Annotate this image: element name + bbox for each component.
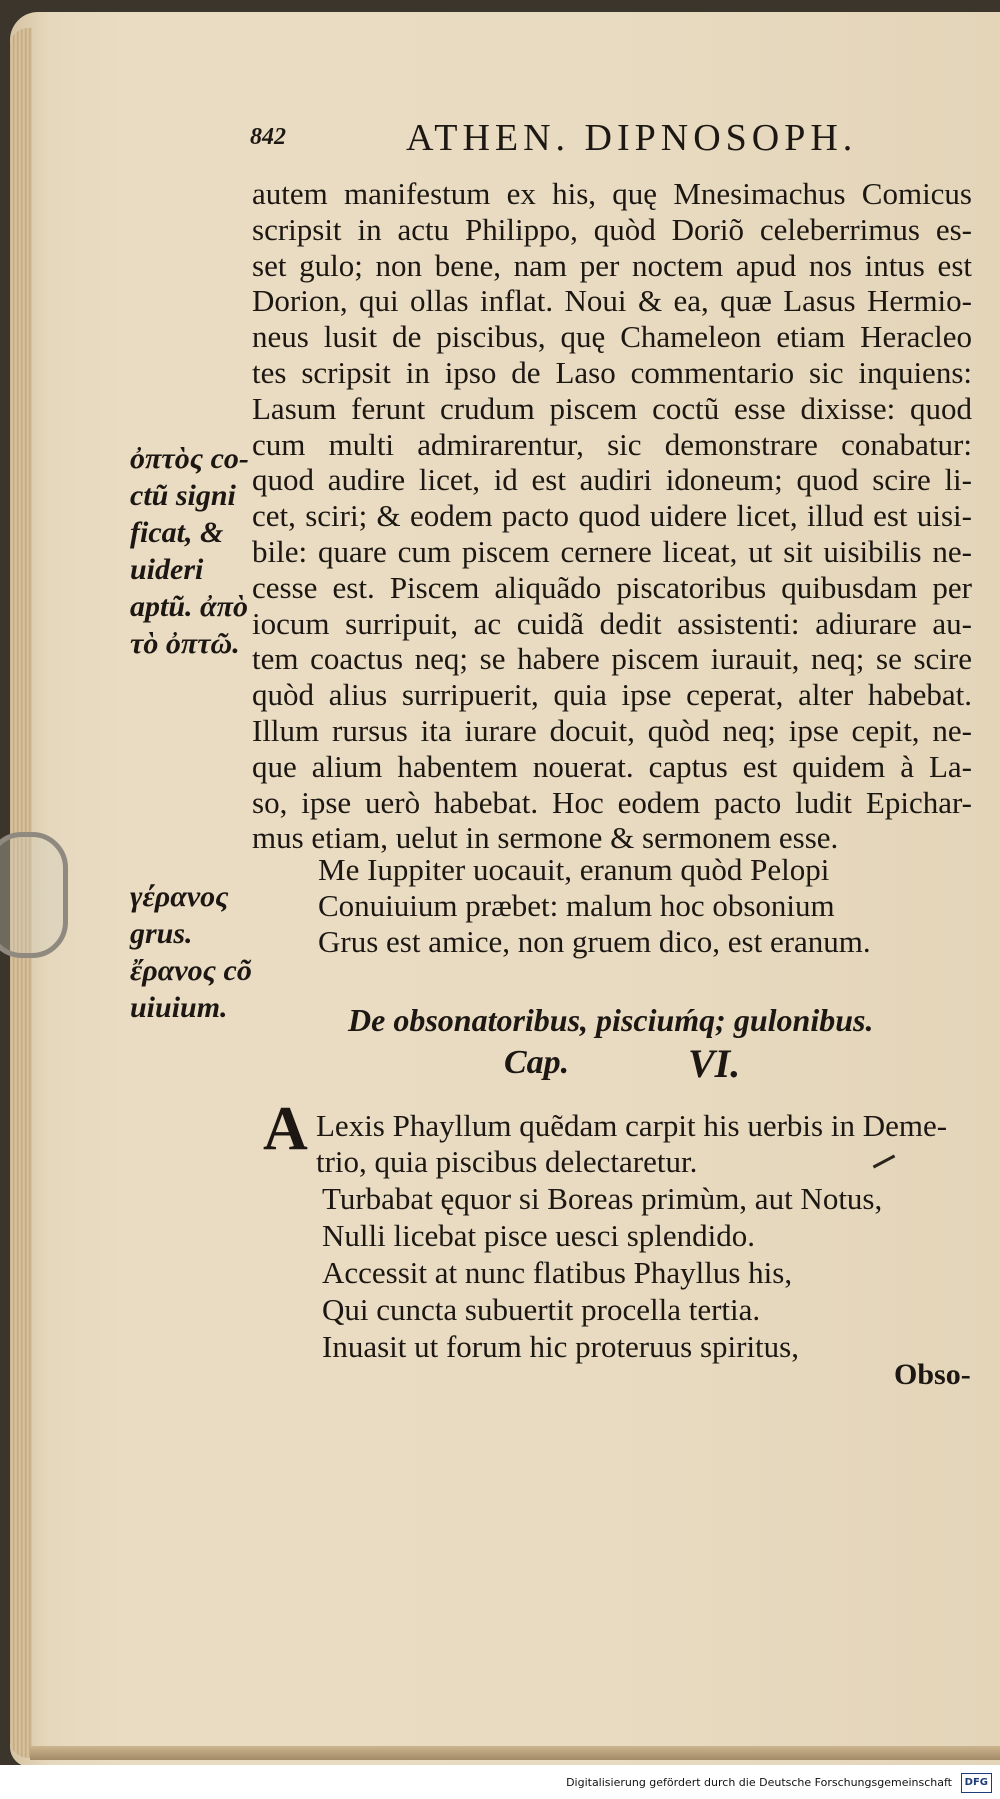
main-text-block bbox=[252, 176, 972, 856]
text-line: mus etiam, uelut in sermone & sermonem esse. bbox=[252, 820, 839, 856]
text-line: neus lusit de piscibus, quę Chameleon etiam Heracleo bbox=[252, 319, 972, 355]
text-line: autem manifestum ex his, quę Mnesimachus Comicus bbox=[252, 176, 972, 211]
footer-bar bbox=[0, 1765, 1000, 1799]
verse-line: Grus est amice, non gruem dico, est eranum. bbox=[318, 924, 871, 959]
text-line: cesse est. Piscem aliquãdo piscatoribus quibusdam per bbox=[252, 569, 972, 605]
text-line: Lasum ferunt crudum piscem coctũ esse dixisse: quod bbox=[252, 390, 972, 426]
verse-line: Accessit at nunc flatibus Phayllus his, bbox=[322, 1255, 793, 1290]
section-heading: De obsonatoribus, pisciuḿq; gulonibus. bbox=[348, 1002, 874, 1038]
text-line: tes scripsit in ipso de Laso commentario sic inquiens: bbox=[252, 354, 972, 390]
margin-note-line: ἔρανος cõ bbox=[130, 954, 252, 987]
text-line: bile: quare cum piscem cernere liceat, ut sit uisibilis ne- bbox=[252, 533, 972, 569]
text-line: tem coactus neq; se habere piscem iurauit, neq; se scire bbox=[252, 641, 972, 677]
drop-cap: A bbox=[263, 1095, 308, 1163]
text-line: que alium habentem nouerat. captus est quidem à La- bbox=[252, 748, 972, 784]
chapter-label: Cap. bbox=[504, 1044, 570, 1081]
verse-line: Nulli licebat pisce uesci splendido. bbox=[322, 1218, 756, 1253]
text-line: Lexis Phayllum quẽdam carpit his uerbis in Deme- bbox=[316, 1108, 948, 1143]
margin-note-line: uideri bbox=[130, 553, 204, 586]
book-clip bbox=[0, 832, 68, 958]
verse-line: Qui cuncta subuertit procella tertia. bbox=[322, 1292, 761, 1327]
text-line: quod audire licet, id est audiri idoneum; quod scire li- bbox=[252, 462, 972, 498]
text-line: quòd alius surripuerit, quia ipse ceperat, alter habebat. bbox=[252, 677, 972, 713]
margin-note-line: ctũ signi bbox=[130, 479, 236, 512]
page-number: 842 bbox=[250, 124, 286, 150]
text-line: set gulo; non bene, nam per noctem apud nos intus est bbox=[252, 247, 972, 283]
text-line: cet, sciri; & eodem pacto quod uidere licet, illud est uisi- bbox=[252, 498, 972, 534]
text-line: trio, quia piscibus delectaretur. bbox=[316, 1144, 698, 1179]
chapter-verse-block bbox=[322, 1180, 882, 1365]
page-bottom-edge bbox=[30, 1746, 1000, 1760]
margin-note bbox=[130, 440, 249, 662]
margin-note-line: aptũ. ἀπὸ bbox=[130, 590, 248, 623]
verse-line: Turbabat ęquor si Boreas primùm, aut Notus, bbox=[322, 1181, 883, 1216]
text-line: cum multi admirarentur, sic demonstrare conabatur: bbox=[252, 426, 972, 462]
text-line: Illum rursus ita iurare docuit, quòd neq; ipse cepit, ne- bbox=[252, 712, 972, 748]
verse-block bbox=[318, 852, 871, 960]
margin-note-line: uiuium. bbox=[130, 991, 228, 1024]
verse-line: Inuasit ut forum hic proteruus spiritus, bbox=[322, 1329, 799, 1364]
verse-line: Me Iuppiter uocauit, eranum quòd Pelopi bbox=[318, 852, 830, 887]
margin-note-line: τὸ ὀπτῶ. bbox=[130, 627, 240, 660]
text-line: scripsit in actu Philippo, quòd Doriõ celeberrimus es- bbox=[252, 211, 972, 247]
chapter-opening-text bbox=[316, 1108, 972, 1180]
verse-line: Conuiuium præbet: malum hoc obsonium bbox=[318, 888, 835, 923]
dfg-logo: DFG bbox=[961, 1773, 992, 1793]
margin-note bbox=[130, 878, 252, 1026]
margin-note-line: γέρανος bbox=[130, 880, 229, 913]
text-line: iocum surripuit, ac cuidã dedit assistenti: adiurare au- bbox=[252, 605, 972, 641]
margin-note-line: ficat, & bbox=[130, 516, 224, 549]
margin-note-line: grus. bbox=[130, 917, 193, 950]
chapter-number: VI. bbox=[688, 1041, 741, 1086]
text-line: so, ipse uerò habebat. Hoc eodem pacto ludit Epichar- bbox=[252, 784, 972, 820]
catchword: Obso- bbox=[894, 1358, 971, 1391]
text-line: Dorion, qui ollas inflat. Noui & ea, quæ Lasus Hermio- bbox=[252, 283, 972, 319]
margin-note-line: ὀπτὸς co- bbox=[130, 442, 249, 475]
funding-credit: Digitalisierung gefördert durch die Deutsche Forschungsgemeinschaft bbox=[566, 1776, 952, 1789]
running-title: ATHEN. DIPNOSOPH. bbox=[406, 117, 858, 159]
page-header bbox=[250, 116, 950, 159]
book-page bbox=[10, 12, 1000, 1765]
